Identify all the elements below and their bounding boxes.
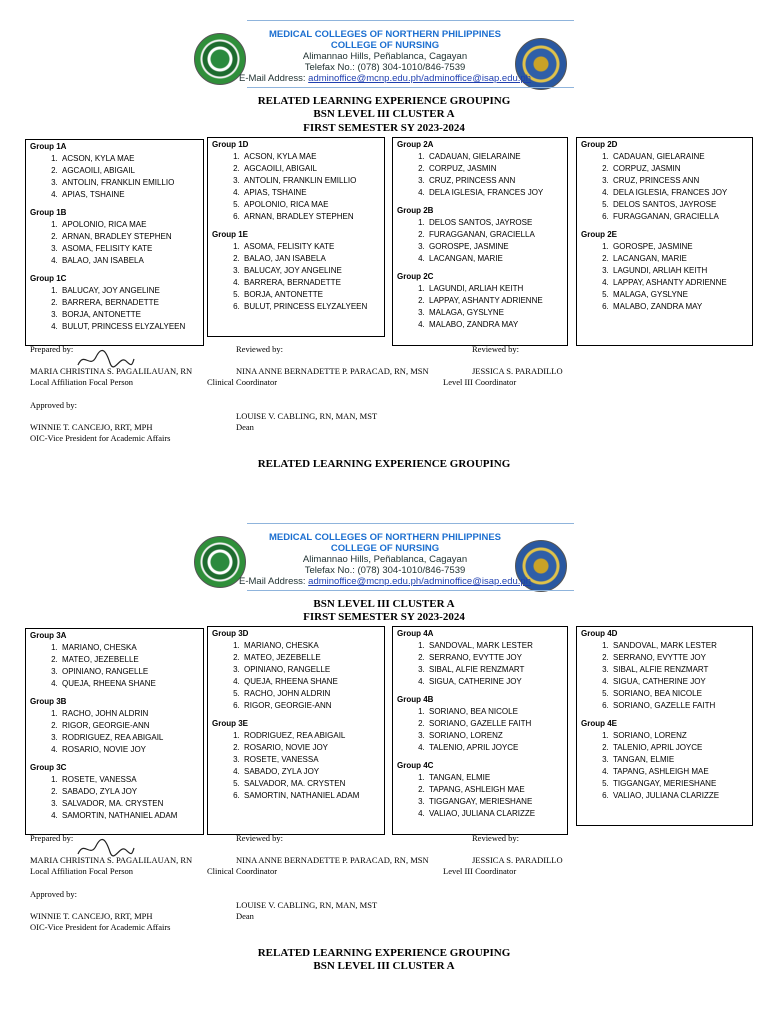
member-list	[30, 642, 199, 690]
reviewer-role: Level III Coordinator	[443, 866, 517, 876]
member-item: 3. SALVADOR, MA. CRYSTEN	[60, 798, 199, 810]
email-link-mcnp[interactable]: adminoffice@mcnp.edu.ph/	[308, 73, 424, 84]
member-item: 4. SIGUA, CATHERINE JOY	[611, 676, 748, 688]
member-item: 1. ACSON, KYLA MAE	[242, 151, 380, 163]
member-item: 1. RACHO, JOHN ALDRIN	[60, 708, 199, 720]
reviewer-name: NINA ANNE BERNADETTE P. PARACAD, RN, MSN	[236, 855, 429, 865]
member-item: 2. SERRANO, EVYTTE JOY	[611, 652, 748, 664]
member-item: 4. TAPANG, ASHLEIGH MAE	[611, 766, 748, 778]
member-item: 4. DELA IGLESIA, FRANCES JOY	[611, 187, 748, 199]
reviewer-name: JESSICA S. PARADILLO	[472, 366, 563, 376]
reviewed-by-label: Reviewed by:	[472, 833, 519, 843]
group-block	[397, 205, 563, 265]
section-title: RELATED LEARNING EXPERIENCE GROUPING	[257, 458, 511, 470]
member-item: 5. SORIANO, BEA NICOLE	[611, 688, 748, 700]
member-item: 2. AGCAOILI, ABIGAIL	[60, 165, 199, 177]
member-item: 6. VALIAO, JULIANA CLARIZZE	[611, 790, 748, 802]
member-item: 1. DELOS SANTOS, JAYROSE	[427, 217, 563, 229]
member-item: 1. CADAUAN, GIELARAINE	[611, 151, 748, 163]
email-label: E-Mail Address:	[239, 576, 309, 587]
member-list	[581, 151, 748, 223]
group-title: Group 3D	[212, 629, 249, 638]
header-top-rule	[247, 20, 574, 21]
group-title: Group 3C	[30, 763, 67, 772]
member-item: 6. SAMORTIN, NATHANIEL ADAM	[242, 790, 380, 802]
group-title: Group 1A	[30, 142, 67, 151]
prepared-by-label: Prepared by:	[30, 344, 74, 354]
member-item: 3. OPINIANO, RANGELLE	[60, 666, 199, 678]
group-block	[30, 273, 199, 333]
member-item: 3. RODRIGUEZ, REA ABIGAIL	[60, 732, 199, 744]
member-item: 2. ROSARIO, NOVIE JOY	[242, 742, 380, 754]
member-item: 4. SAMORTIN, NATHANIEL ADAM	[60, 810, 199, 822]
member-item: 5. TIGGANGAY, MERIESHANE	[611, 778, 748, 790]
member-item: 3. ANTOLIN, FRANKLIN EMILLIO	[60, 177, 199, 189]
group-block	[212, 628, 380, 712]
member-item: 4. APIAS, TSHAINE	[242, 187, 380, 199]
member-item: 3. TIGGANGAY, MERIESHANE	[427, 796, 563, 808]
school-name: MEDICAL COLLEGES OF NORTHERN PHILIPPINES	[268, 532, 502, 543]
member-list	[397, 640, 563, 688]
member-item: 1. TANGAN, ELMIE	[427, 772, 563, 784]
member-item: 1. SORIANO, LORENZ	[611, 730, 748, 742]
member-item: 4. APIAS, TSHAINE	[60, 189, 199, 201]
member-item: 4. TALENIO, APRIL JOYCE	[427, 742, 563, 754]
member-item: 5. MALAGA, GYSLYNE	[611, 289, 748, 301]
group-block	[30, 207, 199, 267]
group-block	[30, 630, 199, 690]
group-title: Group 1D	[212, 140, 249, 149]
group-title: Group 2C	[397, 272, 434, 281]
approver-name: WINNIE T. CANCEJO, RRT, MPH	[30, 911, 153, 921]
member-item: 5. BORJA, ANTONETTE	[242, 289, 380, 301]
member-item: 4. BARRERA, BERNADETTE	[242, 277, 380, 289]
member-item: 4. DELA IGLESIA, FRANCES JOY	[427, 187, 563, 199]
member-item: 4. LACANGAN, MARIE	[427, 253, 563, 265]
approver-role: Dean	[236, 911, 254, 921]
member-item: 1. MARIANO, CHESKA	[60, 642, 199, 654]
member-item: 3. SORIANO, LORENZ	[427, 730, 563, 742]
approver-role: OIC-Vice President for Academic Affairs	[30, 433, 171, 443]
group-title: Group 4D	[581, 629, 618, 638]
member-item: 2. LAPPAY, ASHANTY ADRIENNE	[427, 295, 563, 307]
member-item: 2. MATEO, JEZEBELLE	[242, 652, 380, 664]
college-name: COLLEGE OF NURSING	[330, 40, 440, 51]
member-item: 4. SIGUA, CATHERINE JOY	[427, 676, 563, 688]
member-item: 2. TAPANG, ASHLEIGH MAE	[427, 784, 563, 796]
reviewer-name: JESSICA S. PARADILLO	[472, 855, 563, 865]
member-list	[212, 730, 380, 802]
reviewed-by-label: Reviewed by:	[472, 344, 519, 354]
member-item: 3. GOROSPE, JASMINE	[427, 241, 563, 253]
group-title: Group 4C	[397, 761, 434, 770]
group-column-box	[576, 137, 753, 346]
member-list	[30, 708, 199, 756]
member-list	[581, 730, 748, 802]
member-item: 2. CORPUZ, JASMIN	[427, 163, 563, 175]
semester-title: FIRST SEMESTER SY 2023-2024	[303, 611, 465, 623]
member-item: 3. ROSETE, VANESSA	[242, 754, 380, 766]
group-block	[397, 628, 563, 688]
member-item: 6. MALABO, ZANDRA MAY	[611, 301, 748, 313]
member-item: 1. SANDOVAL, MARK LESTER	[611, 640, 748, 652]
cluster-title: BSN LEVEL III CLUSTER A	[313, 960, 455, 972]
letterhead	[230, 29, 540, 84]
approver-name: WINNIE T. CANCEJO, RRT, MPH	[30, 422, 153, 432]
header-bottom-rule	[247, 590, 574, 591]
reviewed-by-label: Reviewed by:	[236, 344, 283, 354]
member-item: 6. SORIANO, GAZELLE FAITH	[611, 700, 748, 712]
member-list	[581, 640, 748, 712]
college-name: COLLEGE OF NURSING	[330, 543, 440, 554]
group-column-box	[392, 626, 568, 835]
telefax: Telefax No.: (078) 304-1010/846-7539	[304, 565, 466, 576]
group-title: Group 1E	[212, 230, 249, 239]
member-item: 2. LACANGAN, MARIE	[611, 253, 748, 265]
member-list	[212, 241, 380, 313]
cluster-title: BSN LEVEL III CLUSTER A	[313, 108, 455, 120]
member-item: 4. SABADO, ZYLA JOY	[242, 766, 380, 778]
group-column-box	[392, 137, 568, 346]
group-block	[581, 628, 748, 712]
member-list	[212, 151, 380, 223]
member-item: 3. ANTOLIN, FRANKLIN EMILLIO	[242, 175, 380, 187]
group-title: Group 2A	[397, 140, 434, 149]
member-item: 2. TALENIO, APRIL JOYCE	[611, 742, 748, 754]
group-block	[212, 139, 380, 223]
member-item: 1. ASOMA, FELISITY KATE	[242, 241, 380, 253]
member-item: 3. LAGUNDI, ARLIAH KEITH	[611, 265, 748, 277]
page-title: RELATED LEARNING EXPERIENCE GROUPING	[257, 95, 511, 107]
member-list	[397, 772, 563, 820]
member-item: 2. BALAO, JAN ISABELA	[242, 253, 380, 265]
member-item: 3. TANGAN, ELMIE	[611, 754, 748, 766]
email-link-mcnp[interactable]: adminoffice@mcnp.edu.ph/	[308, 576, 424, 587]
group-block	[212, 718, 380, 802]
member-item: 1. ACSON, KYLA MAE	[60, 153, 199, 165]
member-list	[397, 151, 563, 199]
group-column-box	[25, 628, 204, 835]
member-list	[30, 153, 199, 201]
group-title: Group 4B	[397, 695, 434, 704]
approver-role: Dean	[236, 422, 254, 432]
preparer-name: MARIA CHRISTINA S. PAGALILAUAN, RN	[30, 855, 193, 865]
member-item: 3. BALUCAY, JOY ANGELINE	[242, 265, 380, 277]
group-block	[397, 139, 563, 199]
member-item: 5. APOLONIO, RICA MAE	[242, 199, 380, 211]
approver-role: OIC-Vice President for Academic Affairs	[30, 922, 171, 932]
letterhead	[230, 532, 540, 587]
group-title: Group 1C	[30, 274, 67, 283]
member-item: 1. MARIANO, CHESKA	[242, 640, 380, 652]
reviewer-role: Clinical Coordinator	[207, 377, 278, 387]
member-item: 4. BALAO, JAN ISABELA	[60, 255, 199, 267]
member-item: 3. SIBAL, ALFIE RENZMART	[611, 664, 748, 676]
semester-title: FIRST SEMESTER SY 2023-2024	[303, 122, 465, 134]
group-block	[581, 139, 748, 223]
email-line	[230, 73, 540, 84]
page-title: RELATED LEARNING EXPERIENCE GROUPING	[257, 947, 511, 959]
member-item: 3. SIBAL, ALFIE RENZMART	[427, 664, 563, 676]
member-item: 1. SORIANO, BEA NICOLE	[427, 706, 563, 718]
member-item: 3. BORJA, ANTONETTE	[60, 309, 199, 321]
member-item: 2. RIGOR, GEORGIE-ANN	[60, 720, 199, 732]
reviewer-name: NINA ANNE BERNADETTE P. PARACAD, RN, MSN	[236, 366, 429, 376]
member-list	[30, 774, 199, 822]
school-address: Alimannao Hills, Peñablanca, Cagayan	[302, 554, 468, 565]
group-block	[581, 718, 748, 802]
member-item: 2. FURAGGANAN, GRACIELLA	[427, 229, 563, 241]
group-block	[397, 271, 563, 331]
member-item: 2. CORPUZ, JASMIN	[611, 163, 748, 175]
reviewed-by-label: Reviewed by:	[236, 833, 283, 843]
approved-by-label: Approved by:	[30, 400, 77, 410]
member-item: 1. SANDOVAL, MARK LESTER	[427, 640, 563, 652]
member-item: 4. ROSARIO, NOVIE JOY	[60, 744, 199, 756]
reviewer-role: Level III Coordinator	[443, 377, 517, 387]
group-block	[581, 229, 748, 313]
member-item: 3. CRUZ, PRINCESS ANN	[427, 175, 563, 187]
member-item: 1. BALUCAY, JOY ANGELINE	[60, 285, 199, 297]
email-link-isap[interactable]: adminoffice@isap.edu.ph	[423, 576, 531, 587]
school-name: MEDICAL COLLEGES OF NORTHERN PHILIPPINES	[268, 29, 502, 40]
member-item: 1. ROSETE, VANESSA	[60, 774, 199, 786]
email-label: E-Mail Address:	[239, 73, 309, 84]
member-item: 1. CADAUAN, GIELARAINE	[427, 151, 563, 163]
member-list	[397, 706, 563, 754]
member-list	[30, 219, 199, 267]
header-bottom-rule	[247, 87, 574, 88]
group-title: Group 2D	[581, 140, 618, 149]
cluster-title: BSN LEVEL III CLUSTER A	[313, 598, 455, 610]
member-item: 6. FURAGGANAN, GRACIELLA	[611, 211, 748, 223]
member-item: 5. SALVADOR, MA. CRYSTEN	[242, 778, 380, 790]
group-column-box	[25, 139, 204, 346]
member-item: 5. DELOS SANTOS, JAYROSE	[611, 199, 748, 211]
member-item: 4. LAPPAY, ASHANTY ADRIENNE	[611, 277, 748, 289]
member-item: 2. MATEO, JEZEBELLE	[60, 654, 199, 666]
group-column-box	[207, 626, 385, 835]
member-item: 6. BULUT, PRINCESS ELYZALYEEN	[242, 301, 380, 313]
reviewer-role: Clinical Coordinator	[207, 866, 278, 876]
member-item: 1. RODRIGUEZ, REA ABIGAIL	[242, 730, 380, 742]
member-item: 2. SERRANO, EVYTTE JOY	[427, 652, 563, 664]
member-item: 3. OPINIANO, RANGELLE	[242, 664, 380, 676]
email-link-isap[interactable]: adminoffice@isap.edu.ph	[423, 73, 531, 84]
member-item: 1. GOROSPE, JASMINE	[611, 241, 748, 253]
member-item: 2. ARNAN, BRADLEY STEPHEN	[60, 231, 199, 243]
member-item: 3. CRUZ, PRINCESS ANN	[611, 175, 748, 187]
approver-name: LOUISE V. CABLING, RN, MAN, MST	[236, 900, 378, 910]
group-title: Group 3E	[212, 719, 249, 728]
header-top-rule	[247, 523, 574, 524]
group-block	[397, 760, 563, 820]
group-title: Group 3A	[30, 631, 67, 640]
group-title: Group 4A	[397, 629, 434, 638]
group-column-box	[576, 626, 753, 826]
preparer-role: Local Affiliation Focal Person	[30, 377, 134, 387]
member-item: 2. SORIANO, GAZELLE FAITH	[427, 718, 563, 730]
member-list	[397, 283, 563, 331]
member-item: 4. BULUT, PRINCESS ELYZALYEEN	[60, 321, 199, 333]
group-block	[30, 141, 199, 201]
member-item: 6. RIGOR, GEORGIE-ANN	[242, 700, 380, 712]
member-item: 3. ASOMA, FELISITY KATE	[60, 243, 199, 255]
member-item: 1. APOLONIO, RICA MAE	[60, 219, 199, 231]
group-column-box	[207, 137, 385, 337]
group-block	[30, 762, 199, 822]
group-title: Group 2E	[581, 230, 618, 239]
preparer-role: Local Affiliation Focal Person	[30, 866, 134, 876]
member-list	[397, 217, 563, 265]
member-item: 4. MALABO, ZANDRA MAY	[427, 319, 563, 331]
member-item: 2. SABADO, ZYLA JOY	[60, 786, 199, 798]
group-title: Group 3B	[30, 697, 67, 706]
member-item: 2. BARRERA, BERNADETTE	[60, 297, 199, 309]
group-title: Group 4E	[581, 719, 618, 728]
member-item: 5. RACHO, JOHN ALDRIN	[242, 688, 380, 700]
school-address: Alimannao Hills, Peñablanca, Cagayan	[302, 51, 468, 62]
preparer-name: MARIA CHRISTINA S. PAGALILAUAN, RN	[30, 366, 193, 376]
member-item: 4. QUEJA, RHEENA SHANE	[60, 678, 199, 690]
member-list	[30, 285, 199, 333]
group-title: Group 1B	[30, 208, 67, 217]
member-item: 3. MALAGA, GYSLYNE	[427, 307, 563, 319]
member-list	[581, 241, 748, 313]
prepared-by-label: Prepared by:	[30, 833, 74, 843]
email-line	[230, 576, 540, 587]
group-block	[30, 696, 199, 756]
group-title: Group 2B	[397, 206, 434, 215]
group-block	[212, 229, 380, 313]
group-block	[397, 694, 563, 754]
member-item: 6. ARNAN, BRADLEY STEPHEN	[242, 211, 380, 223]
member-item: 4. VALIAO, JULIANA CLARIZZE	[427, 808, 563, 820]
approved-by-label: Approved by:	[30, 889, 77, 899]
approver-name: LOUISE V. CABLING, RN, MAN, MST	[236, 411, 378, 421]
member-item: 1. LAGUNDI, ARLIAH KEITH	[427, 283, 563, 295]
telefax: Telefax No.: (078) 304-1010/846-7539	[304, 62, 466, 73]
member-list	[212, 640, 380, 712]
member-item: 2. AGCAOILI, ABIGAIL	[242, 163, 380, 175]
member-item: 4. QUEJA, RHEENA SHANE	[242, 676, 380, 688]
